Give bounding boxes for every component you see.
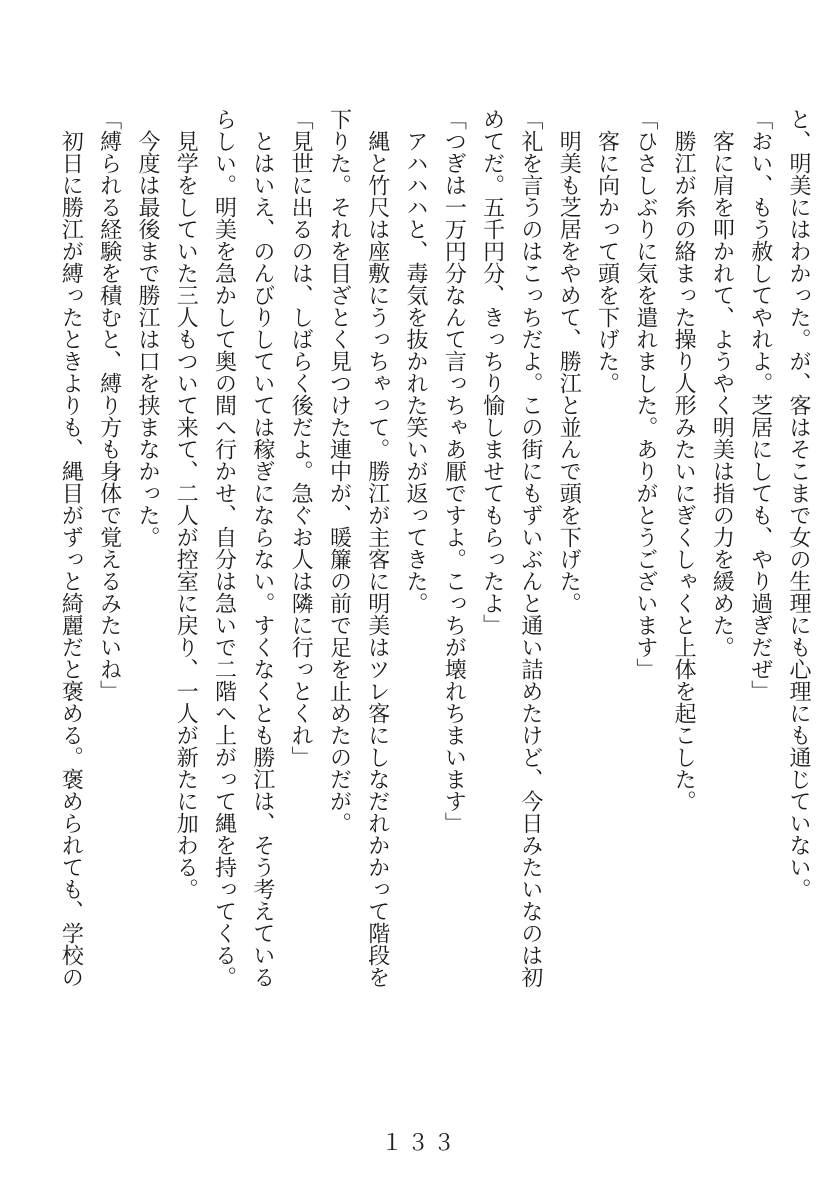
text-line: アハハハと、毒気を抜かれた笑いが返ってきた。 (403, 108, 429, 614)
vertical-text-body (50, 108, 817, 998)
text-line: 「礼を言うのはこっちだよ。この街にもずいぶんと通い詰めたけど、今日みたいなのは初 (517, 108, 543, 988)
text-line: 「見世に出るのは、しばらく後だよ。急ぐお人は隣に行っとくれ」 (288, 108, 314, 768)
text-line: らしい。明美を急かして奥の間へ行かせ、自分は急いで二階へ上がって縄を持ってくる。 (211, 108, 237, 988)
text-line: 「つぎは一万円分なんて言っちゃあ厭ですよ。こっちが壊れちまいます」 (441, 108, 467, 834)
text-line: 明美も芝居をやめて、勝江と並んで頭を下げた。 (556, 108, 582, 614)
text-line: 下りた。それを目ざとく見つけた連中が、暖簾の前で足を止めたのだが。 (326, 108, 352, 834)
text-line: 見学をしていた三人もついて来て、二人が控室に戻り、一人が新たに加わる。 (173, 108, 199, 900)
text-line: 「ひさしぶりに気を遣れました。ありがとうございます」 (632, 108, 658, 680)
text-line: 「縛られる経験を積むと、縛り方も身体で覚えるみたいね」 (96, 108, 122, 702)
text-line: 縄と竹尺は座敷にうっちゃって。勝江が主客に明美はツレ客にしなだれかかって階段を (364, 108, 390, 988)
text-line: 初日に勝江が縛ったときよりも、縄目がずっと綺麗だと褒める。褒められても、学校の (58, 108, 84, 988)
text-line: 客に肩を叩かれて、ようやく明美は指の力を緩めた。 (709, 108, 735, 658)
text-line: 今度は最後まで勝江は口を挟まなかった。 (134, 108, 160, 548)
text-line: めてだ。五千円分、きっちり愉しませてもらったよ」 (479, 108, 505, 636)
text-line: 「おい、もう赦してやれよ。芝居にしても、やり過ぎだぜ」 (747, 108, 773, 702)
text-line: 客に向かって頭を下げた。 (594, 108, 620, 394)
text-line: 勝江が糸の絡まった操り人形みたいにぎくしゃくと上体を起こした。 (671, 108, 697, 812)
page-number: １３３ (380, 1131, 459, 1156)
text-line: とはいえ、のんびりしていては稼ぎにならない。すくなくとも勝江は、そう考えている (249, 108, 275, 988)
text-line: と、明美にはわかった。が、客はそこまで女の生理にも心理にも通じていない。 (786, 108, 811, 900)
